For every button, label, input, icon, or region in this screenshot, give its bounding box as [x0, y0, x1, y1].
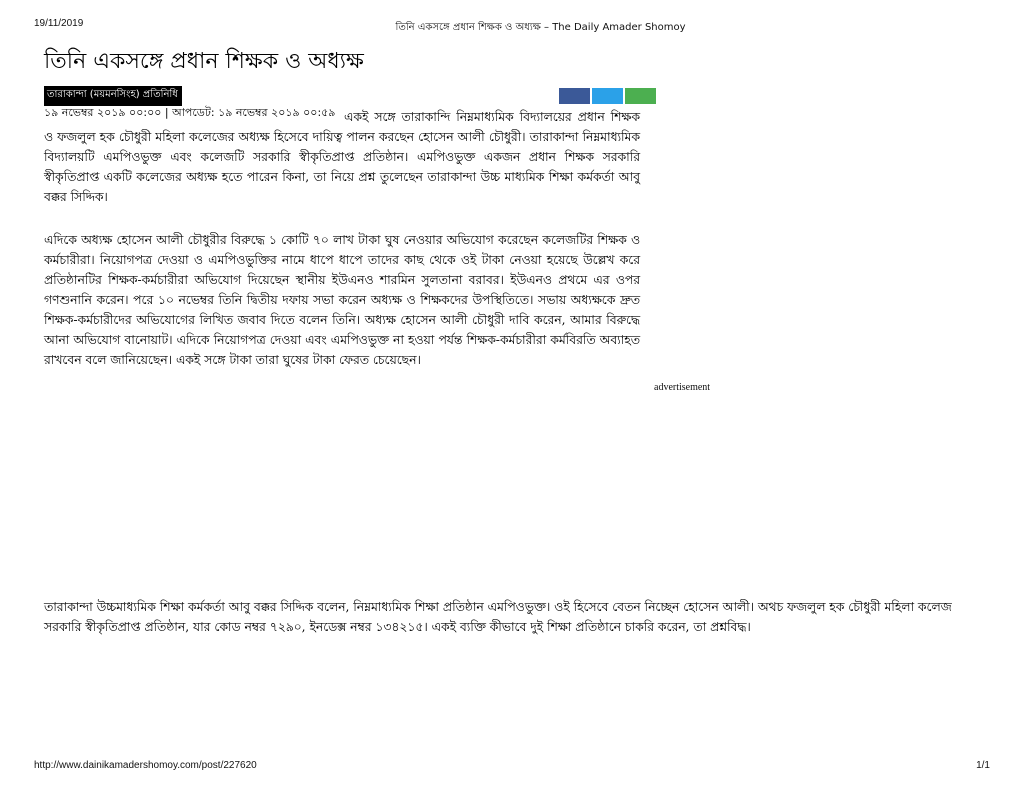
advertisement-label: advertisement	[654, 382, 711, 393]
article-paragraph-1: একই সঙ্গে তারাকান্দি নিম্নমাধ্যমিক বিদ্যালয়ের প্রধান শিক্ষক ও ফজলুল হক চৌধুরী মহিলা কলেজের অধ্যক্ষ হিসেবে দায়িত্ব পালন করছেন হোসেন আলী চৌধুরী। তারাকান্দা নিম্নমাধ্যমিক বিদ্যালয়টি এমপিওভুক্ত এবং কলেজটি সরকারি স্বীকৃতিপ্রাপ্ত প্রতিষ্ঠান। এমপিওভুক্ত একজন প্রধান শিক্ষক সরকারি স্বীকৃতিপ্রাপ্ত একটি কলেজের অধ্যক্ষ হতে পারেন কিনা, তা নিয়ে প্রশ্ন তুলেছেন তারাকান্দা উচ্চ মাধ্যমিক শিক্ষা কর্মকর্তা আবু বক্কর সিদ্দিক।	[44, 110, 640, 204]
share-button[interactable]	[625, 88, 656, 104]
print-page-title: তিনি একসঙ্গে প্রধান শিক্ষক ও অধ্যক্ষ – The Daily Amader Shomoy	[395, 22, 686, 33]
twitter-share-button[interactable]	[592, 88, 623, 104]
article-paragraph-2: এদিকে অধ্যক্ষ হোসেন আলী চৌধুরীর বিরুদ্ধে ১ কোটি ৭০ লাখ টাকা ঘুষ নেওয়ার অভিযোগ করেছেন কলেজটির শিক্ষক ও কর্মচারীরা। নিয়োগপত্র দেওয়া ও এমপিওভুক্তির নামে ধাপে ধাপে তাদের কাছ থেকে ওই টাকা নেওয়া হয়েছে উল্লেখ করে প্রতিষ্ঠানটির শিক্ষক-কর্মচারীরা অভিযোগ দিয়েছেন স্থানীয় ইউএনও শারমিন সুলতানা বরাবর। ইউএনও প্রথমে এর ওপর গণশুনানি করেন। পরে ১০ নভেম্বর তিনি দ্বিতীয় দফায় সভা করেন অধ্যক্ষ ও শিক্ষকদের উপস্থিতিতে। সভায় অধ্যক্ষকে দ্রুত শিক্ষক-কর্মচারীদের অভিযোগের লিখিত জবাব দিতে বলেন তিনি। অধ্যক্ষ হোসেন আলী চৌধুরী দাবি করেন, আমার বিরুদ্ধে আনা অভিযোগ বানোয়াট। এদিকে নিয়োগপত্র দেওয়া এবং এমপিওভুক্ত না হওয়া পর্যন্ত শিক্ষক-কর্মচারীরা কর্মবিরতি অব্যাহত রাখবেন বলে জানিয়েছেন। একই সঙ্গে টাকা তারা ঘুষের টাকা ফেরত চেয়েছেন।	[44, 233, 640, 367]
article-paragraph-3: তারাকান্দা উচ্চমাধ্যমিক শিক্ষা কর্মকর্তা আবু বক্কর সিদ্দিক বলেন, নিম্নমাধ্যমিক শিক্ষা প্রতিষ্ঠান এমপিওভুক্ত। ওই হিসেবে বেতন নিচ্ছেন হোসেন আলী। অথচ ফজলুল হক চৌধুরী মহিলা কলেজ সরকারি স্বীকৃতিপ্রাপ্ত প্রতিষ্ঠান, যার কোড নম্বর ৭২৯০, ইনডেক্স নম্বর ১৩৪২১৫। একই ব্যক্তি কীভাবে দুই শিক্ষা প্রতিষ্ঠানে চাকরি করেন, তা প্রশ্নবিদ্ধ।	[44, 600, 952, 634]
article-headline: তিনি একসঙ্গে প্রধান শিক্ষক ও অধ্যক্ষ	[44, 49, 364, 74]
reporter-byline: তারাকান্দা (ময়মনসিংহ) প্রতিনিধি	[44, 86, 182, 106]
print-date: 19/11/2019	[34, 18, 84, 29]
article-dateline: ১৯ নভেম্বর ২০১৯ ০০:০০ | আপডেট: ১৯ নভেম্বর ২০১৯ ০০:৫৯	[44, 106, 336, 119]
print-footer-url: http://www.dainikamadershomoy.com/post/227620	[34, 760, 257, 771]
page-number: 1/1	[976, 760, 990, 771]
facebook-share-button[interactable]	[559, 88, 590, 104]
